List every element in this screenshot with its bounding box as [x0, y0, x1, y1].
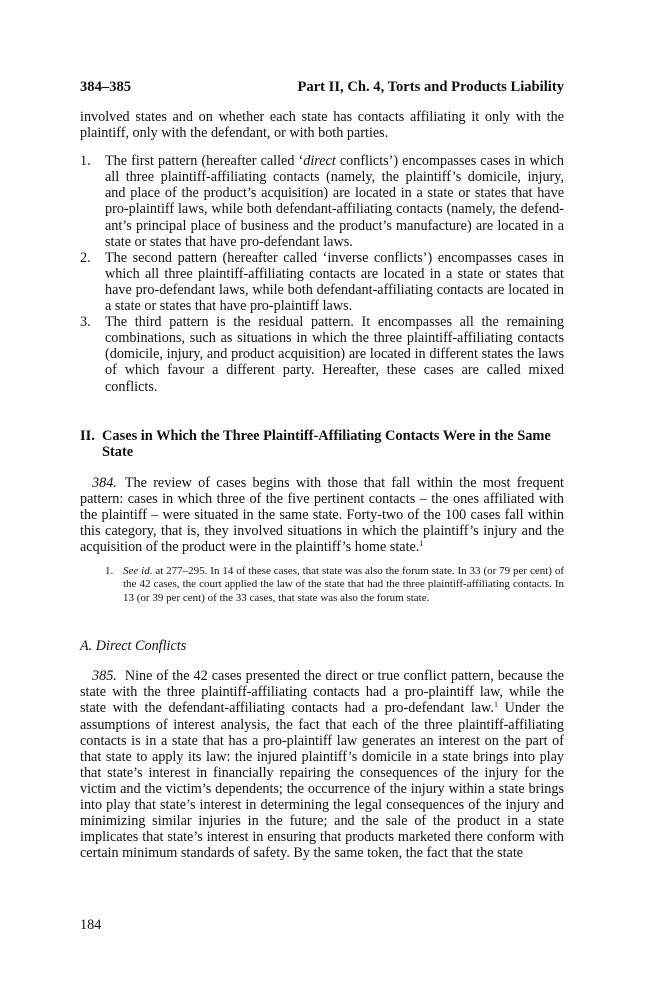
footnote-ref[interactable]: 1	[493, 700, 498, 710]
pattern-item-3: 3. The third pattern is the residual pattern. It encompasses all the remaining combinations, such as situations in which the three plaintiff-affiliating contacts (domicile, injury, and product acquisition) are located in different states the laws of which favour a different party. Hereafter, these cases are called mixed conflicts.	[80, 314, 564, 395]
running-title: Part II, Ch. 4, Torts and Products Liability	[297, 79, 564, 95]
list-number: 3.	[80, 314, 91, 331]
section-title: Cases in Which the Three Plaintiff-Affiliating Contacts Were in the Same State	[102, 427, 551, 461]
section-heading	[80, 428, 564, 461]
intro-paragraph: involved states and on whether each state has contacts affiliating it only with the plaintiff, only with the defendant, or with both parties.	[80, 109, 564, 142]
page-range: 384–385	[80, 79, 132, 95]
page-body	[80, 78, 564, 861]
list-number: 2.	[80, 249, 91, 266]
pattern-list	[80, 153, 564, 394]
paragraph-385: 385. Nine of the 42 cases presented the direct or true conflict pattern, because the state with the three plaintiff-affiliating contacts had a pro-plaintiff law, while the state with the defendant-affiliating contacts had a pro-defendant law.$^1$ Under the assumptions of interest analysis, the fact that each of the three plaintiff-affiliating contacts is in a state that has a pro-plaintiff law generates an interest on the part of that state to apply its law: the injured plaintiff’s domicile in a state brings into play that state’s interest in financially repairing the consequences of the injury for the victim and the victim’s dependents; the occurrence of the injury within a state brings into play that state’s interest in determining the legal consequences of the injury and minimizing similar injuries in the future; and the sale of the product in a state implicates that state’s interest in ensuring that products marketed there conform with certain minimum standards of safety. By the same token, the fact that the state	[80, 668, 564, 862]
paragraph-number: 384.	[92, 474, 117, 491]
paragraph-384: 384. The review of cases begins with those that fall within the most frequent pattern: cases in which three of the five pertinent contacts – the ones affiliated with the plaintiff – were situated in the same state. Forty-two of the 100 cases fall within this category, that is, they involved situations in which the plaintiff’s injury and the acquisition of the product were in the plaintiff’s home state.$^1$	[80, 474, 564, 555]
pattern-item-1: 1. The first pattern (hereafter called ‘direct conflicts’) encompasses cases in which all three plaintiff-affiliating contacts (namely, the plaintiff’s domicile, injury, and place of the product’s acquisition) are located in a state or states that have pro-plaintiff laws, while both defendant-affiliating contacts (namely, the defendant’s principal place of business and the product’s manufacture) are located in a state or states that have pro-defendant laws.	[80, 153, 564, 250]
paragraph-number: 385.	[92, 668, 117, 685]
list-number: 1.	[80, 153, 91, 170]
running-header	[80, 78, 564, 96]
footnote-1: 1. See id. at 277–295. In 14 of these cases, that state was also the forum state. In 33 (or 79 per cent) of the 42 cases, the court applied the law of the state that had the three plaintiff-affiliating contacts. In 13 (or 39 per cent) of the 33 cases, that state was also the forum state.	[105, 565, 565, 604]
pattern-item-2: 2. The second pattern (hereafter called ‘inverse conflicts’) encompasses cases in which all three plaintiff-affiliating contacts are located in a state or states that have pro-defendant laws, while both defendant-affiliating contacts are located in a state or states that have pro-plaintiff laws.	[80, 249, 564, 315]
footnote-ref[interactable]: 1	[419, 538, 424, 548]
page-number: 184	[80, 917, 102, 933]
footnote-number: 1.	[105, 565, 114, 578]
section-number: II.	[80, 427, 95, 444]
subsection-heading: A. Direct Conflicts	[80, 638, 187, 655]
